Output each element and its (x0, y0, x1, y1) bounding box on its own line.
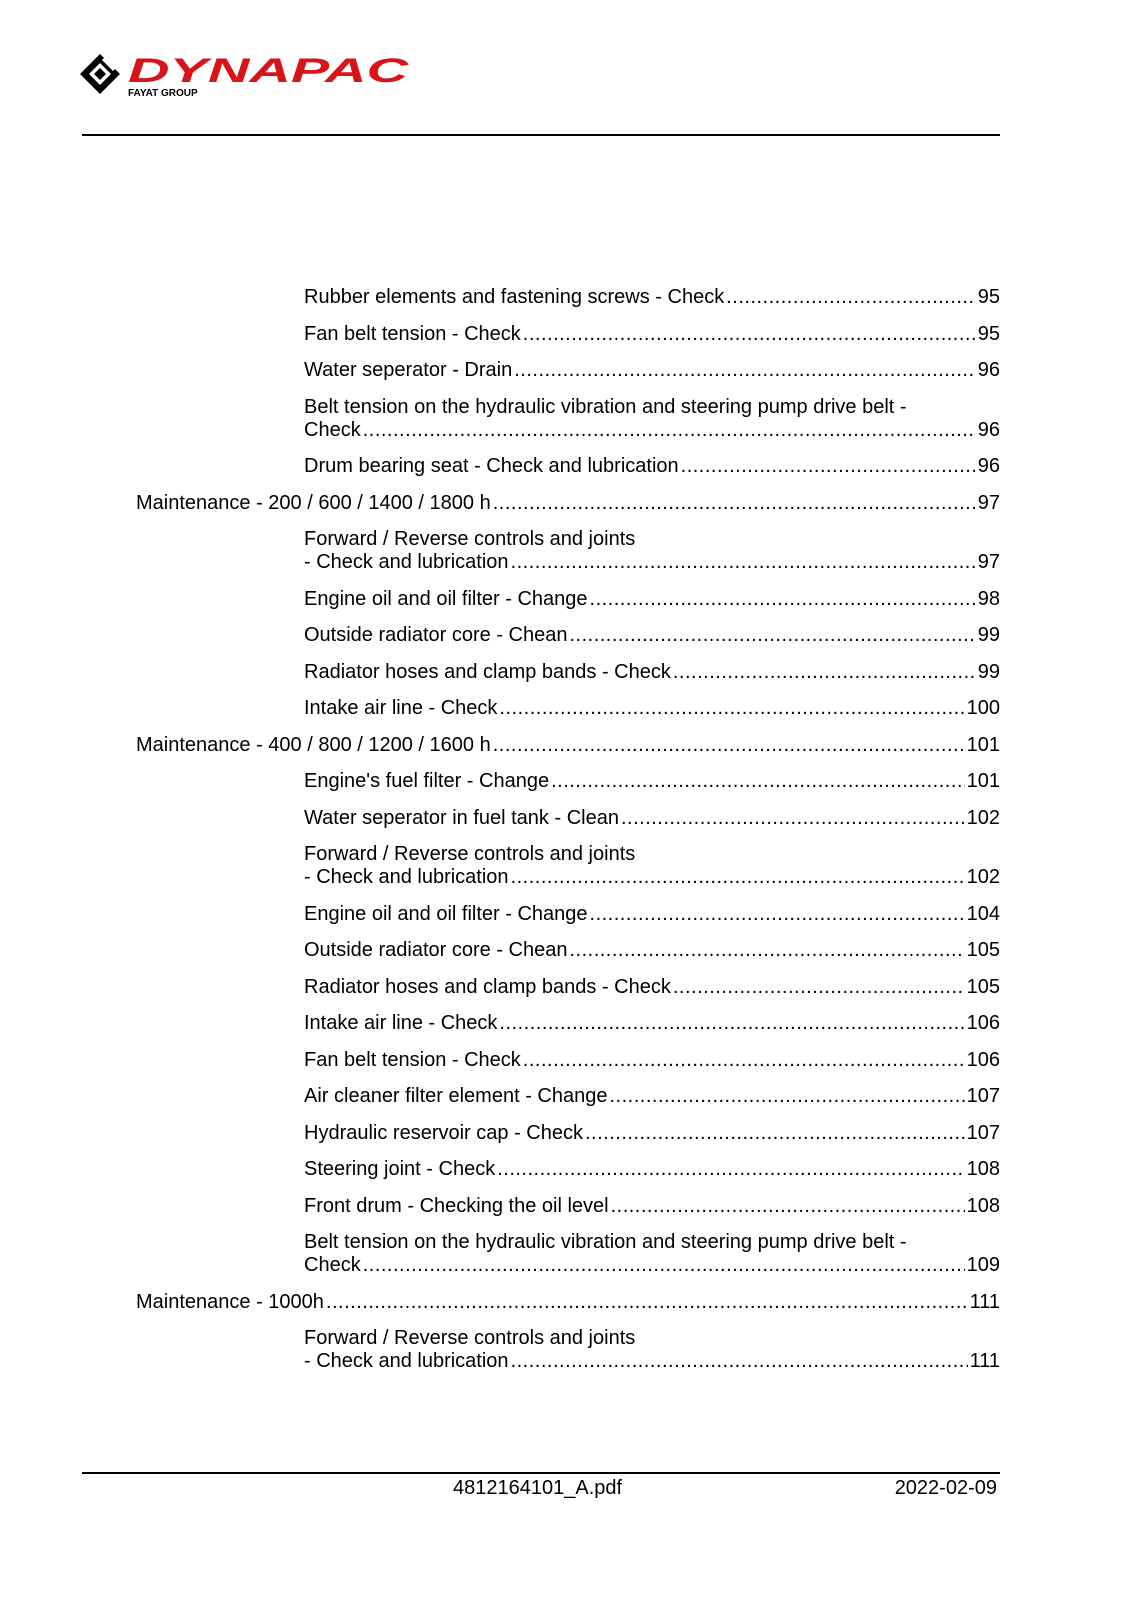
toc-entry-title: Water seperator in fuel tank - Clean (304, 806, 619, 829)
toc-entry[interactable] (304, 1231, 1000, 1277)
toc-entry-title: - Check and lubrication (304, 551, 509, 573)
toc-entry-title: Radiator hoses and clamp bands - Check (304, 660, 671, 683)
toc-page-number: 102 (966, 806, 1000, 829)
toc-entry[interactable] (304, 770, 1000, 793)
toc-entry-line (136, 734, 1000, 757)
toc-entry[interactable] (136, 1291, 1000, 1314)
toc-entry[interactable] (304, 903, 1000, 926)
toc-entry-title: Hydraulic reservoir cap - Check (304, 1121, 583, 1144)
toc-entry-line (304, 1049, 1000, 1072)
toc-entry-line (304, 419, 1000, 442)
toc-entry-line (304, 323, 1000, 346)
toc-page-number: 95 (977, 322, 1000, 345)
toc-entry-line (304, 661, 1000, 684)
toc-entry[interactable] (304, 661, 1000, 684)
toc-dot-leader (590, 588, 976, 611)
toc-page-number: 104 (966, 902, 1000, 925)
toc-dot-leader (326, 1291, 968, 1314)
dynapac-logo (80, 52, 420, 104)
toc-entry-title-line: Forward / Reverse controls and joints (304, 528, 636, 550)
toc-entry[interactable] (304, 807, 1000, 830)
toc-entry-title: Drum bearing seat - Check and lubrication (304, 455, 679, 477)
toc-entry-title: Engine oil and oil filter - Change (304, 587, 588, 610)
toc-dot-leader (569, 624, 975, 647)
toc-page-number: 100 (966, 697, 1000, 719)
toc-page-number: 97 (977, 491, 1000, 514)
toc-entry-title: Fan belt tension - Check (304, 1048, 521, 1071)
toc-entry-line (304, 359, 1000, 382)
toc-entry-line (136, 492, 1000, 515)
toc-dot-leader (523, 323, 976, 346)
toc-entry-title: Maintenance - 400 / 800 / 1200 / 1600 h (136, 733, 491, 756)
toc-entry-title: Engine's fuel filter - Change (304, 770, 550, 792)
toc-entry-title-line: Forward / Reverse controls and joints (304, 1327, 636, 1349)
toc-dot-leader (681, 455, 976, 478)
toc-entry-line (304, 770, 1000, 793)
toc-page-number: 99 (977, 660, 1000, 683)
toc-entry-line (304, 697, 1000, 720)
toc-entry-title: Outside radiator core - Chean (304, 624, 568, 646)
toc-page-number: 96 (977, 418, 1000, 441)
toc-entry-line (304, 939, 1000, 962)
toc-page-number: 106 (966, 1012, 1000, 1034)
toc-entry-title: Engine oil and oil filter - Change (304, 902, 588, 925)
toc-dot-leader (551, 770, 965, 793)
toc-entry[interactable] (304, 1049, 1000, 1072)
toc-dot-leader (497, 1158, 964, 1181)
toc-entry-title: Water seperator - Drain (304, 359, 513, 381)
toc-entry-title-line: Forward / Reverse controls and joints (304, 843, 636, 865)
toc-dot-leader (514, 359, 976, 382)
toc-entry[interactable] (136, 734, 1000, 757)
toc-entry[interactable] (304, 396, 1000, 442)
toc-page-number: 99 (977, 624, 1000, 646)
toc-entry[interactable] (304, 624, 1000, 647)
toc-entry-line (304, 1158, 1000, 1181)
toc-dot-leader (523, 1049, 965, 1072)
toc-entry-title: Fan belt tension - Check (304, 322, 521, 345)
toc-entry-line (304, 1195, 1000, 1218)
toc-dot-leader (511, 1350, 968, 1373)
toc-entry[interactable] (304, 1158, 1000, 1181)
toc-entry[interactable] (304, 976, 1000, 999)
toc-dot-leader (673, 661, 976, 684)
toc-entry[interactable] (304, 939, 1000, 962)
toc-entry[interactable] (304, 843, 1000, 889)
dynapac-diamond-logo-icon (80, 54, 120, 94)
toc-dot-leader (363, 1254, 965, 1277)
toc-dot-leader (609, 1085, 964, 1108)
toc-entry[interactable] (304, 323, 1000, 346)
toc-entry-title: Maintenance - 200 / 600 / 1400 / 1800 h (136, 491, 491, 514)
toc-dot-leader (726, 286, 976, 309)
toc-entry-line (304, 866, 1000, 889)
toc-entry-title: - Check and lubrication (304, 866, 509, 888)
toc-page-number: 111 (969, 1290, 1000, 1313)
toc-entry[interactable] (304, 455, 1000, 478)
brand-group: FAYAT GROUP (128, 88, 198, 99)
toc-entry-line (304, 1350, 1000, 1373)
toc-entry[interactable] (304, 1085, 1000, 1108)
toc-entry[interactable] (304, 1012, 1000, 1035)
header-rule (82, 134, 1000, 136)
toc-entry-line (304, 455, 1000, 478)
toc-page-number: 105 (966, 975, 1000, 998)
toc-entry-title: Air cleaner filter element - Change (304, 1085, 608, 1107)
brand-name: DYNAPAC (128, 52, 409, 90)
toc-page-number: 107 (966, 1085, 1000, 1107)
toc-dot-leader (493, 492, 976, 515)
toc-entry[interactable] (304, 1327, 1000, 1373)
toc-entry-line (304, 976, 1000, 999)
toc-entry-title: Steering joint - Check (304, 1158, 496, 1180)
toc-entry-title-line: Belt tension on the hydraulic vibration and steering pump drive belt - (304, 1231, 907, 1253)
footer-date: 2022-02-09 (894, 1477, 997, 1499)
toc-entry-title: Check (304, 1254, 361, 1276)
toc-page-number: 96 (977, 455, 1000, 477)
toc-entry[interactable] (304, 588, 1000, 611)
toc-entry-title: Front drum - Checking the oil level (304, 1194, 609, 1217)
toc-page-number: 107 (966, 1121, 1000, 1144)
toc-page-number: 95 (977, 286, 1000, 308)
toc-page-number: 106 (966, 1048, 1000, 1071)
toc-dot-leader (363, 419, 976, 442)
toc-dot-leader (611, 1195, 965, 1218)
toc-entry-title-line: Belt tension on the hydraulic vibration and steering pump drive belt - (304, 395, 907, 418)
toc-entry-title: - Check and lubrication (304, 1350, 509, 1372)
toc-entry-title: Intake air line - Check (304, 1012, 498, 1034)
toc-dot-leader (590, 903, 965, 926)
toc-page-number: 97 (977, 551, 1000, 573)
toc-entry[interactable] (304, 1122, 1000, 1145)
toc-entry-title: Radiator hoses and clamp bands - Check (304, 975, 671, 998)
footer-filename: 4812164101_A.pdf (453, 1477, 623, 1499)
toc-entry-line (304, 588, 1000, 611)
toc-dot-leader (493, 734, 965, 757)
toc-entry-line (304, 1254, 1000, 1277)
toc-entry-title: Outside radiator core - Chean (304, 939, 568, 961)
toc-entry-line (304, 1085, 1000, 1108)
toc-page-number: 108 (966, 1194, 1000, 1217)
toc-entry-title: Rubber elements and fastening screws - Check (304, 286, 725, 308)
toc-page-number: 105 (966, 939, 1000, 961)
toc-entry-line (304, 551, 1000, 574)
toc-entry[interactable] (136, 492, 1000, 515)
toc-entry-line (136, 1291, 1000, 1314)
toc-page-number: 101 (966, 770, 1000, 792)
toc-dot-leader (585, 1122, 965, 1145)
toc-entry-line (304, 1012, 1000, 1035)
toc-entry-line (304, 1122, 1000, 1145)
toc-entry-title: Check (304, 418, 361, 441)
toc-entry-line (304, 903, 1000, 926)
toc-page-number: 102 (966, 866, 1000, 888)
toc-dot-leader (569, 939, 964, 962)
toc-page-number: 111 (969, 1350, 1000, 1372)
footer-rule (82, 1472, 1000, 1474)
toc-dot-leader (511, 866, 965, 889)
toc-page-number: 98 (977, 587, 1000, 610)
toc-entry[interactable] (304, 286, 1000, 309)
toc-page-number: 108 (966, 1158, 1000, 1180)
toc-entry-line (304, 624, 1000, 647)
toc-dot-leader (511, 551, 976, 574)
toc-dot-leader (499, 697, 964, 720)
toc-dot-leader (499, 1012, 964, 1035)
toc-page-number: 96 (977, 359, 1000, 381)
toc-entry[interactable] (304, 528, 1000, 574)
toc-page-number: 101 (966, 733, 1000, 756)
toc-entry[interactable] (304, 1195, 1000, 1218)
toc-dot-leader (673, 976, 965, 999)
toc-page-number: 109 (966, 1254, 1000, 1276)
toc-entry-title: Maintenance - 1000h (136, 1290, 324, 1313)
toc-entry[interactable] (304, 697, 1000, 720)
toc-entry-title: Intake air line - Check (304, 697, 498, 719)
toc-entry[interactable] (304, 359, 1000, 382)
toc-entry-line (304, 807, 1000, 830)
toc-dot-leader (621, 807, 965, 830)
toc-entry-line (304, 286, 1000, 309)
